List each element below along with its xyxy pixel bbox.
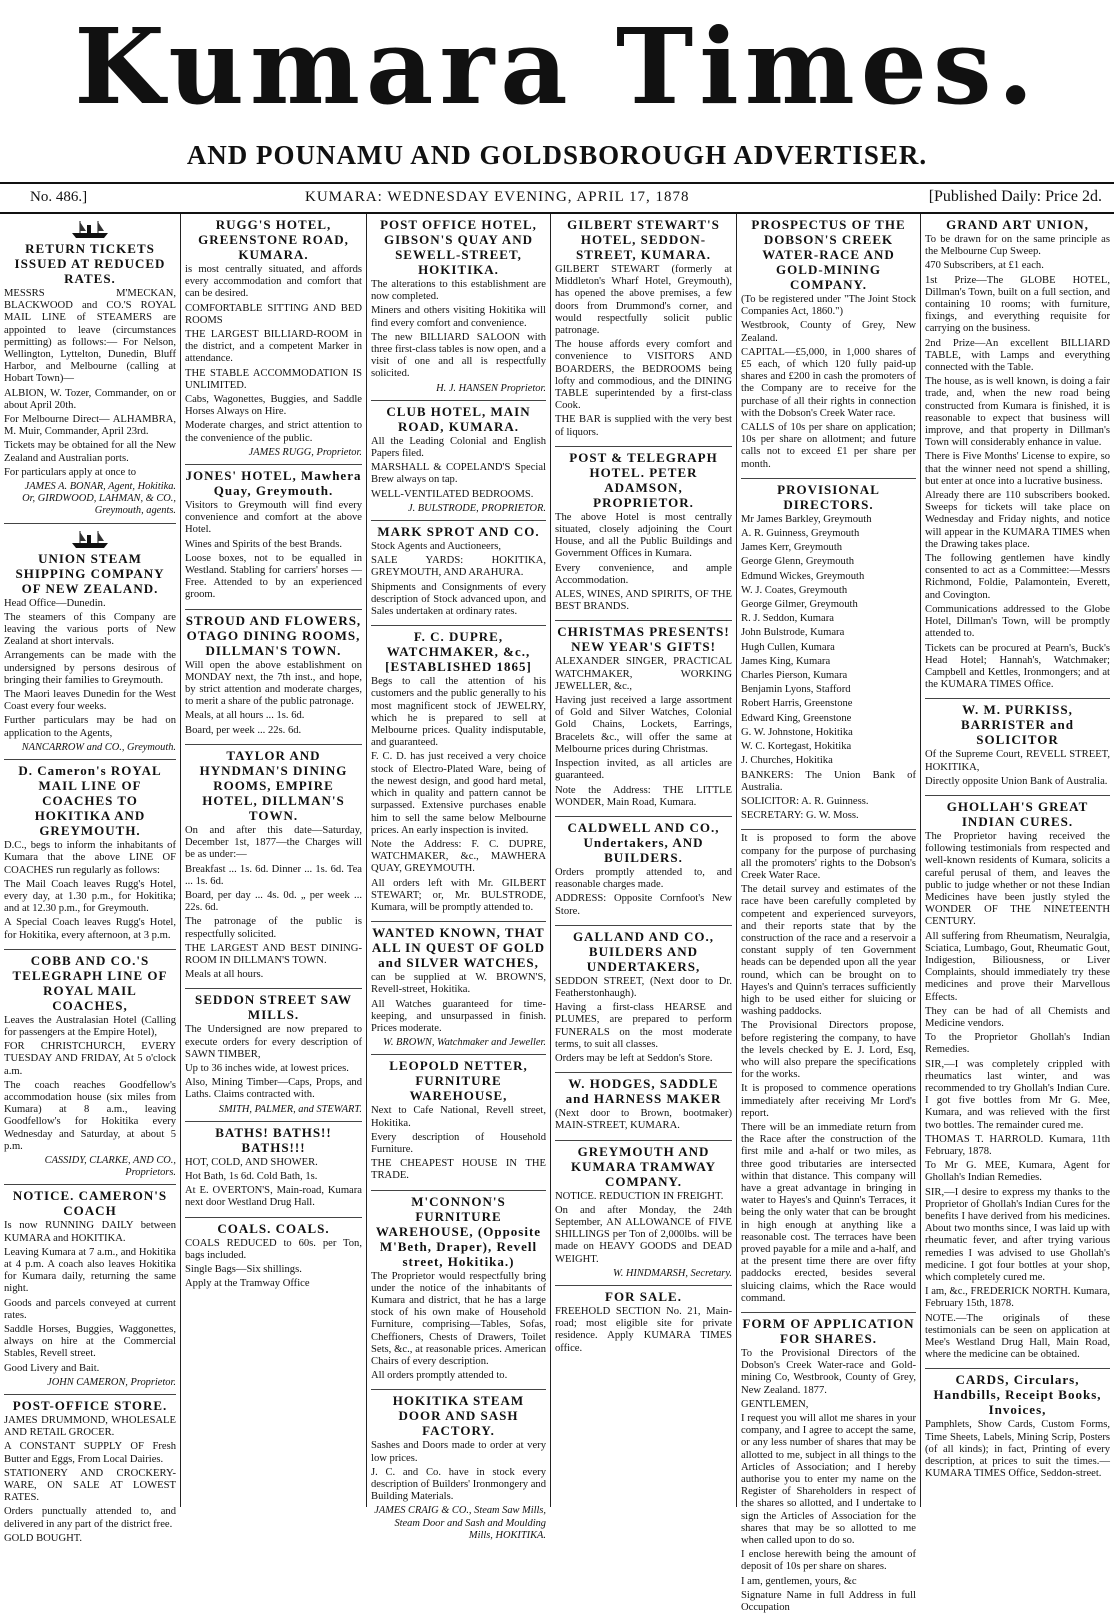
advertisement-paragraph: To the Provisional Directors of the Dobson's Creek Water-race and Gold-mining Co, Westbrook, County of Grey, New Zealand. 1877. xyxy=(741,1348,916,1396)
advertisement-paragraph: Of the Supreme Court, REVELL STREET, HOKITIKA, xyxy=(925,749,1110,773)
masthead xyxy=(0,0,1114,175)
advertisement-body xyxy=(4,1220,176,1374)
advertisement-paragraph: 1st Prize—The GLOBE HOTEL, Dillman's Town, built on a full section, and containing 10 rooms; with furniture, fixings, and everything requisite for carrying on the business. xyxy=(925,274,1110,335)
advertisement-paragraph: Directly opposite Union Bank of Australia. xyxy=(925,775,1108,787)
advertisement-heading: PROVISIONAL DIRECTORS. xyxy=(777,481,880,512)
advertisement-paragraph: Loose boxes, not to be equalled in Westland. Stabling for carriers' horses —Free. Attended to by an experienced groom. xyxy=(185,552,362,601)
advertisement-signature: JAMES RUGG, Proprietor. xyxy=(248,446,362,458)
advertisement-body xyxy=(371,1105,546,1182)
advertisement-body xyxy=(4,598,176,740)
advertisement-paragraph: I am, gentlemen, yours, &c xyxy=(741,1575,857,1587)
advertisement-body xyxy=(555,1191,732,1266)
advertisement xyxy=(925,1369,1110,1487)
advertisement-signature: JAMES CRAIG & CO., Steam Saw Mills, Steam Door and Sash and Moulding Mills, HOKITIKA. xyxy=(374,1505,546,1541)
advertisement xyxy=(185,610,362,745)
advertisement-paragraph: The patronage of the public is respectfully solicited. xyxy=(185,916,362,940)
advertisement-paragraph: ALBION, W. Tozer, Commander, on or about April 20th. xyxy=(4,387,176,411)
advertisement-heading: GRAND ART UNION, xyxy=(946,217,1089,232)
advertisement-paragraph: SECRETARY: G. W. Moss. xyxy=(741,810,859,822)
advertisement-signature: NANCARROW and CO., Greymouth. xyxy=(21,741,176,753)
advertisement-paragraph: Also, Mining Timber—Caps, Props, and Laths. Claims contracted with. xyxy=(185,1077,362,1101)
advertisement-paragraph: COMFORTABLE SITTING AND BED ROOMS xyxy=(185,302,362,326)
newspaper-subtitle: AND POUNAMU AND GOLDSBOROUGH ADVERTISER. xyxy=(186,140,928,170)
advertisement xyxy=(555,621,732,816)
advertisement-paragraph: SOLICITOR: A. R. Guinness. xyxy=(741,795,869,807)
advertisement xyxy=(371,922,546,1055)
advertisement-heading: M'CONNON'S FURNITURE WAREHOUSE, (Opposite M'Beth, Draper), Revell street, Hokitika.) xyxy=(375,1193,542,1269)
advertisement-heading: POST-OFFICE STORE. xyxy=(12,1398,168,1413)
advertisement-paragraph: Single Bags—Six shillings. xyxy=(185,1263,302,1275)
advertisement-paragraph: Leaving Kumara at 7 a.m., and Hokitika at 4 p.m. A coach also leaves Hokitika for Kumara daily, returning the same night. xyxy=(4,1246,176,1295)
advertisement-paragraph: George Gilmer, Greymouth xyxy=(741,599,858,611)
advertisement-paragraph: W. J. Coates, Greymouth xyxy=(741,584,848,596)
advertisement-paragraph: Wines and Spirits of the best Brands. xyxy=(185,538,342,550)
advertisement-paragraph: Westbrook, County of Grey, New Zealand. xyxy=(741,320,916,344)
advertisement-signature: Or, GIRDWOOD, LAHMAN, & CO., Greymouth, agents. xyxy=(22,493,176,517)
advertisement-paragraph: Tickets can be procured at Pearn's, Buck's Head Hotel; Hannah's, Watchmaker; Campbell and Kettles, Ironmongers; and at the KUMARA TIMES Office. xyxy=(925,642,1110,691)
advertisement-paragraph: All the Leading Colonial and English Papers filed. xyxy=(371,435,546,460)
advertisement-paragraph: Miners and others visiting Hokitika will find every comfort and convenience. xyxy=(371,305,546,329)
column-3 xyxy=(366,214,550,1541)
advertisement-heading: COALS. COALS. xyxy=(217,1220,330,1236)
advertisement-paragraph: THE LARGEST BILLIARD-ROOM in the district, and a competent Marker in attendance. xyxy=(185,329,362,365)
advertisement-heading: GALLAND AND CO., BUILDERS AND UNDERTAKERS, xyxy=(573,928,714,974)
advertisement-paragraph: (Next door to Brown, bootmaker) MAIN-STREET, KUMARA. xyxy=(555,1108,732,1132)
advertisement-paragraph: A Special Coach leaves Rugg's Hotel, for Hokitika, every afternoon, at 3 p.m. xyxy=(4,917,176,941)
advertisement-paragraph: For particulars apply at once to xyxy=(4,466,137,478)
advertisement-heading: LEOPOLD NETTER, FURNITURE WAREHOUSE, xyxy=(389,1058,528,1104)
advertisement-paragraph: The Mail Coach leaves Rugg's Hotel, every day, at 1.30 p.m., for Hokitika; and at 12.30 p.m., for Greymouth. xyxy=(4,878,176,915)
advertisement-paragraph: At E. OVERTON'S, Main-road, Kumara next door Westland Drug Hall. xyxy=(185,1185,362,1209)
advertisement xyxy=(371,401,546,521)
advertisement xyxy=(185,1218,362,1298)
advertisement xyxy=(371,214,546,401)
advertisement-signature: CASSIDY, CLARKE, AND CO., Proprietors. xyxy=(44,1154,176,1179)
advertisement-paragraph: John Bulstrode, Kumara xyxy=(741,627,845,639)
advertisement-body xyxy=(371,1271,546,1383)
advertisement-paragraph: FREEHOLD SECTION No. 21, Main-road; most eligible site for private residence. Apply KUMARA TIMES office. xyxy=(555,1305,732,1354)
advertisement xyxy=(4,1185,176,1395)
advertisement-paragraph: Orders may be left at Seddon's Store. xyxy=(555,1052,713,1064)
advertisement-signature: JOHN CAMERON, Proprietor. xyxy=(47,1376,176,1388)
advertisement xyxy=(371,626,546,922)
advertisement-paragraph: Further particulars may be had on application to the Agents, xyxy=(4,715,176,739)
advertisement-paragraph: Already there are 110 subscribers booked. Sweeps for tickets will take place on Wednesday and Friday nights, and notice will appear in the KUMARA TIMES when the Drawing takes place. xyxy=(925,490,1110,550)
advertisement-paragraph: The Proprietor would respectfully bring under the notice of the inhabitants of Kumara and district, that he has a large stock of his own make of Household Furniture, comprising—Tables, Sofas, Cheffioners, Chests of Drawers, Toilet Sets, &c., at reasonable prices. American Chairs of every description. xyxy=(371,1270,546,1367)
advertisement-paragraph: can be supplied at W. BROWN'S, Revell-street, Hokitika. xyxy=(371,972,546,996)
advertisement-signature: J. BULSTRODE, PROPRIETOR. xyxy=(407,502,546,514)
advertisement xyxy=(555,214,732,447)
advertisement-body xyxy=(555,1306,732,1355)
advertisement-paragraph: All orders promptly attended to. xyxy=(371,1370,508,1382)
advertisement-paragraph: Note the Address: F. C. DUPRE, WATCHMAKER, &c., MAWHERA QUAY, GREYMOUTH. xyxy=(371,838,546,875)
advertisement-paragraph: 470 Subscribers, at £1 each. xyxy=(925,260,1044,272)
advertisement-body xyxy=(371,972,546,1035)
advertisement-paragraph: The Maori leaves Dunedin for the West Coast every four weeks. xyxy=(4,689,176,713)
advertisement-paragraph: Communications addressed to the Globe Hotel, Dillman's Town, will be promptly attended to. xyxy=(925,603,1110,640)
advertisement-paragraph: G. W. Johnstone, Hokitika xyxy=(741,726,853,738)
advertisement-paragraph: SALE YARDS: HOKITIKA, GREYMOUTH, AND ARAHURA. xyxy=(371,555,546,579)
advertisement-paragraph: Breakfast ... 1s. 6d. Dinner ... 1s. 6d. Tea ... 1s. 6d. xyxy=(185,863,362,887)
advertisement-paragraph: Orders promptly attended to, and reasonable charges made. xyxy=(555,866,732,891)
advertisement-paragraph: For Melbourne Direct— ALHAMBRA, M. Muir, Commander, April 23rd. xyxy=(4,414,176,438)
advertisement-heading: D. Cameron's ROYAL MAIL LINE OF COACHES TO HOKITIKA AND GREYMOUTH. xyxy=(18,763,162,839)
advertisement-heading: POST OFFICE HOTEL, GIBSON'S QUAY AND SEWELL-STREET, HOKITIKA. xyxy=(380,217,537,277)
column-2 xyxy=(180,214,366,1507)
advertisement-paragraph: HOT, COLD, AND SHOWER. xyxy=(185,1156,318,1168)
advertisement-paragraph: Stock Agents and Auctioneers, xyxy=(371,541,502,553)
advertisement-heading: JONES' HOTEL, Mawhera Quay, Greymouth. xyxy=(185,468,362,499)
advertisement-body xyxy=(925,1419,1110,1480)
advertisement-heading: GHOLLAH'S GREAT INDIAN CURES. xyxy=(946,798,1089,829)
advertisement xyxy=(371,1191,546,1391)
advertisement-body xyxy=(185,660,362,737)
advertisement-body xyxy=(371,436,546,501)
dateline xyxy=(0,182,1114,214)
advertisement-paragraph: The Provisional Directors propose, before registering the company, to have the levels checked by E. J. Lord, Esq, who will also prepare the specifications for the works. xyxy=(741,1020,916,1081)
advertisement-paragraph: Edward King, Greenstone xyxy=(741,712,852,724)
advertisement-body xyxy=(741,833,916,1305)
advertisement-paragraph: The house, as is well known, is doing a fair trade, and, when the new road being constructed from Kumara is finished, it is reasonable to expect that business will improve, and that property in Dillman's Town will considerably enhance in value. xyxy=(925,376,1110,449)
advertisement-body xyxy=(185,1238,362,1291)
advertisement-paragraph: There will be an immediate return from the Race after the construction of the first mile and a-half or two miles, as three good tributaries are intersected within that distance. This company will have a great advantage in bringing in water to Hayes's and Quinn's Terraces, it being the only water that can be brought in high enough at anything like a reasonable cost. The terraces have been proved payable for a mile and a-half, and at the present time there are over fifty paddocks erected, besides several sluicing claims, which the Race would command. xyxy=(741,1121,916,1304)
advertisement-paragraph: Meals at all hours. xyxy=(185,969,264,981)
advertisement xyxy=(371,1055,546,1190)
advertisement-paragraph: Leaves the Australasian Hotel (Calling for passengers at the Empire Hotel), xyxy=(4,1014,176,1038)
advertisement-body xyxy=(4,1415,176,1545)
advertisement-paragraph: GENTLEMEN, xyxy=(741,1398,809,1410)
advertisement-paragraph: To Mr G. MEE, Kumara, Agent for Ghollah's Indian Remedies. xyxy=(925,1160,1110,1184)
advertisement-paragraph: I request you will allot me shares in your company, and I agree to accept the same, or any less number of shares that may be allotted to me, subject in all things to the Articles of Association; and I hereby authorise you to enter my name on the Register of Shareholders in respect of the shares so allotted, and I undertake to sign the Articles of Association for the shares that may be so allotted to me when called upon to do so. xyxy=(741,1413,916,1547)
advertisement-paragraph: It is proposed to form the above company for the purpose of purchasing all the promoters' rights to the Dobson's Creek Water Race. xyxy=(741,833,916,881)
advertisement xyxy=(4,760,176,950)
column-4 xyxy=(550,214,736,1507)
advertisement-heading: F. C. DUPRE, WATCHMAKER, &c., [ESTABLISHED 1865] xyxy=(385,629,532,675)
advertisement-paragraph: Every convenience, and ample Accommodation. xyxy=(555,562,732,586)
advertisement-paragraph: I am, &c., FREDERICK NORTH. Kumara, February 15th, 1878. xyxy=(925,1286,1110,1310)
advertisement-paragraph: ALEXANDER SINGER, PRACTICAL WATCHMAKER, WORKING JEWELLER, &c., xyxy=(555,656,732,692)
advertisement-heading: FORM OF APPLICATION FOR SHARES. xyxy=(742,1316,915,1347)
column-6 xyxy=(920,214,1114,1507)
advertisement-paragraph: On and after this date—Saturday, December 1st, 1877—the Charges will be as under:— xyxy=(185,824,362,861)
advertisement-body xyxy=(4,1015,176,1153)
advertisement-body xyxy=(925,749,1110,788)
issue-number: No. 486.] xyxy=(30,189,88,205)
advertisement-paragraph: STATIONERY AND CROCKERY-WARE, ON SALE AT LOWEST RATES. xyxy=(4,1467,176,1504)
column-1 xyxy=(0,214,180,1544)
advertisement-paragraph: The following gentlemen have kindly consented to act as a Committee:—Messrs Richmond, Foldie, Palamontein, Everett, and Covington. xyxy=(925,553,1110,601)
advertisement xyxy=(185,745,362,989)
advertisement xyxy=(371,521,546,626)
advertisement-paragraph: There is Five Months' License to expire, so that the winner need not spend a shilling, but enter at once into a lucrative business. xyxy=(925,451,1110,487)
advertisement-paragraph: Orders punctually attended to, and delivered in any part of the district free. xyxy=(4,1506,176,1530)
advertisement-paragraph: Every description of Household Furniture. xyxy=(371,1131,546,1155)
advertisement-body xyxy=(4,840,176,942)
advertisement-heading: TAYLOR AND HYNDMAN'S DINING ROOMS, EMPIRE HOTEL, DILLMAN'S TOWN. xyxy=(199,747,348,823)
advertisement-paragraph: All orders left with Mr. GILBERT STEWART; or, Mr. BULSTRODE, Kumara, will be promptly attended to. xyxy=(371,877,546,913)
advertisement-paragraph: Having just received a large assortment of Gold and Silver Watches, Colonial Gold Chains, Lockets, Earrings, Bracelets &c., will offer the same at Melbourne prices during Christmas. xyxy=(555,695,732,755)
advertisement-body xyxy=(371,541,546,618)
advertisement-paragraph: Signature Name in full Address in full Occupation xyxy=(741,1589,916,1614)
advertisement xyxy=(741,214,916,479)
advertisement-paragraph: Inspection invited, as all articles are guaranteed. xyxy=(555,758,732,782)
advertisement-paragraph: Benjamin Lyons, Stafford xyxy=(741,684,851,696)
advertisement-body xyxy=(555,264,732,439)
advertisement-paragraph: Saddle Horses, Buggies, Waggonettes, always on hire at the Commercial Stables, Revell street. xyxy=(4,1323,176,1360)
advertisement-heading: SEDDON STREET SAW MILLS. xyxy=(195,992,352,1023)
advertisement-paragraph: Robert Harris, Greenstone xyxy=(741,698,853,710)
advertisement-body xyxy=(371,676,546,914)
advertisement-signature: H. J. HANSEN Proprietor. xyxy=(436,382,546,394)
advertisement-heading: CALDWELL AND CO., Undertakers, AND BUILDERS. xyxy=(567,819,720,865)
advertisement-heading: RUGG'S HOTEL, GREENSTONE ROAD, KUMARA. xyxy=(198,217,349,262)
advertisement-paragraph: GILBERT STEWART (formerly at Middleton's Wharf Hotel, Greymouth), has opened the above premises, a few doors from Drummond's corner, and would respectfully solicit public patronage. xyxy=(555,264,732,337)
advertisement-paragraph: J. Churches, Hokitika xyxy=(741,755,833,767)
advertisement-heading: HOKITIKA STEAM DOOR AND SASH FACTORY. xyxy=(392,1393,525,1439)
advertisement-paragraph: GOLD BOUGHT. xyxy=(4,1532,83,1544)
advertisement-paragraph: J. C. and Co. have in stock every description of Builders' Ironmongery and Building Materials. xyxy=(371,1466,546,1503)
advertisement-paragraph: All Watches guaranteed for time-keeping, and unsurpassed in finish. Prices moderate. xyxy=(371,998,546,1034)
advertisement-paragraph: Will open the above establishment on MONDAY next, the 7th inst., and hope, by strict attention and moderate charges, to merit a share of the public patronage. xyxy=(185,659,362,708)
advertisement-paragraph: To be drawn for on the same principle as the Melbourne Cup Sweep. xyxy=(925,234,1110,258)
advertisement-heading: GILBERT STEWART'S HOTEL, SEDDON-STREET, KUMARA. xyxy=(567,217,720,262)
advertisement-paragraph: The alterations to this establishment are now completed. xyxy=(371,279,546,303)
advertisement-paragraph: James King, Kumara xyxy=(741,655,831,667)
advertisement-paragraph: THE STABLE ACCOMMODATION IS UNLIMITED. xyxy=(185,367,362,391)
advertisement xyxy=(185,214,362,465)
advertisement xyxy=(555,926,732,1073)
advertisement-paragraph: Hugh Cullen, Kumara xyxy=(741,641,835,653)
advertisement xyxy=(185,989,362,1121)
advertisement xyxy=(925,214,1110,699)
advertisement-body xyxy=(555,976,732,1065)
advertisement-heading: STROUD AND FLOWERS, OTAGO DINING ROOMS, DILLMAN'S TOWN. xyxy=(185,612,362,658)
advertisement-paragraph: The Proprietor having received the following testimonials from respected and well-known residents of Kumara, solicits a careful perusal of them, and leaves the public to judge whether or not these Indian Medicines have been justly styled the WONDER OF THE NINETEENTH CENTURY. xyxy=(925,830,1110,928)
advertisement-paragraph: FOR CHRISTCHURCH, EVERY TUESDAY AND FRIDAY, At 5 o'clock a.m. xyxy=(4,1041,176,1077)
advertisement xyxy=(925,699,1110,796)
advertisement-heading: BATHS! BATHS!! BATHS!!! xyxy=(215,1124,332,1155)
newspaper-title: Kumara Times. xyxy=(74,5,1040,128)
advertisement-paragraph: All suffering from Rheumatism, Neuralgia, Sciatica, Lumbago, Gout, Rheumatic Gout, Indigestion, Biliousness, or Liver Complaints, should immediately try these medicines and prove their Marvellous Effects. xyxy=(925,930,1110,1003)
advertisement-paragraph: Begs to call the attention of his customers and the public generally to his most magnificent stock of JEWELRY, which he is prepared to sell at Melbourne prices. Quality indisputable, and guaranteed. xyxy=(371,676,546,749)
advertisement-paragraph: THE BAR is supplied with the very best of liquors. xyxy=(555,414,732,438)
advertisement-paragraph: On and after Monday, the 24th September, AN ALLOWANCE of FIVE SHILLINGS per Ton of 2,000lbs. will be made on HEAVY GOODS and DEAD WEIGHT. xyxy=(555,1204,732,1265)
advertisement-paragraph: MESSRS M'MECKAN, BLACKWOOD and CO.'S ROYAL MAIL LINE of STEAMERS are appointed to leave (circumstances permitting) as follows:— For Nelson, Wellington, Lyttelton, Dunedin, Bluff Harbor, and Melbourne (calling at Hobart Town)— xyxy=(4,288,176,385)
advertisement-paragraph: COALS REDUCED to 60s. per Ton, bags included. xyxy=(185,1237,362,1261)
advertisement-paragraph: Is now RUNNING DAILY between KUMARA and HOKITIKA. xyxy=(4,1220,176,1244)
advertisement-paragraph: A CONSTANT SUPPLY OF Fresh Butter and Eggs, From Local Dairies. xyxy=(4,1441,176,1465)
advertisement-body xyxy=(185,264,362,445)
advertisement-paragraph: WELL-VENTILATED BEDROOMS. xyxy=(371,488,534,500)
advertisement xyxy=(555,1286,732,1362)
advertisement xyxy=(4,214,176,524)
steamship-icon xyxy=(70,219,110,239)
advertisement xyxy=(185,465,362,610)
advertisement-paragraph: Charles Pierson, Kumara xyxy=(741,670,848,682)
advertisement-heading: COBB AND CO.'S TELEGRAPH LINE OF ROYAL MAIL COACHES, xyxy=(12,952,168,1013)
advertisement-body xyxy=(925,234,1110,691)
advertisement-paragraph: BANKERS: The Union Bank of Australia. xyxy=(741,769,916,793)
advertisement-paragraph: THE CHEAPEST HOUSE IN THE TRADE. xyxy=(371,1158,546,1182)
advertisement-paragraph: MARSHALL & COPELAND'S Special Brew always on tap. xyxy=(371,462,546,486)
advertisement-paragraph: ALES, WINES, AND SPIRITS, OF THE BEST BRANDS. xyxy=(555,589,732,613)
advertisement-paragraph: Having a first-class HEARSE and PLUMES, are prepared to perform FUNERALS on the most moderate terms, to suit all classes. xyxy=(555,1002,732,1050)
advertisement-paragraph: THOMAS T. HARROLD. Kumara, 11th February, 1878. xyxy=(925,1133,1110,1157)
advertisement-paragraph: Tickets may be obtained for all the New Zealand and Australian ports. xyxy=(4,440,176,464)
advertisement-signature: SMITH, PALMER, and STEWART. xyxy=(218,1103,362,1115)
advertisement-paragraph: Edmund Wickes, Greymouth xyxy=(741,570,865,582)
advertisement-paragraph: The detail survey and estimates of the race have been carefully completed by competent and experienced surveyors, and their reports state that by the construction of the race and a reservoir a constant supply of ten Government heads can be depended upon all the year round, which can be brought on to Hayes's and Quinn's terraces sufficiently high to be used either for sluicing or washing paddocks. xyxy=(741,884,916,1018)
advertisement xyxy=(4,1395,176,1552)
advertisement-paragraph: Board, per week ... 22s. 6d. xyxy=(185,724,302,736)
advertisement xyxy=(4,950,176,1186)
advertisement-paragraph: The above Hotel is most centrally situated, closely adjoining the Court House, and all the Public Buildings and Government Offices in Kumara. xyxy=(555,511,732,560)
advertisement-paragraph: Next to Cafe National, Revell street, Hokitika. xyxy=(371,1105,546,1129)
advertisement-heading: POST & TELEGRAPH HOTEL. PETER ADAMSON, PROPRIETOR. xyxy=(569,449,718,510)
advertisement-heading: CLUB HOTEL, MAIN ROAD, KUMARA. xyxy=(386,403,531,434)
advertisement-paragraph: Note the Address: THE LITTLE WONDER, Main Road, Kumara. xyxy=(555,784,732,808)
advertisement-paragraph: SEDDON STREET, (Next door to Dr. Featherstonhaugh). xyxy=(555,975,732,999)
advertisement-paragraph: The steamers of this Company are leaving the various ports of New Zealand at short intervals. xyxy=(4,611,176,648)
steamship-icon xyxy=(70,529,110,549)
advertisement-paragraph: NOTICE. REDUCTION IN FREIGHT. xyxy=(555,1190,724,1202)
advertisement-paragraph: R. J. Seddon, Kumara xyxy=(741,613,834,625)
advertisement xyxy=(185,1122,362,1218)
advertisement xyxy=(4,524,176,760)
advertisement-paragraph: THE LARGEST AND BEST DINING-ROOM IN DILLMAN'S TOWN. xyxy=(185,942,362,966)
advertisement-paragraph: Board, per day ... 4s. 0d. „ per week ... 22s. 6d. xyxy=(185,889,362,914)
advertisement-body xyxy=(741,514,916,822)
advertisement-paragraph: CAPITAL—£5,000, in 1,000 shares of £5 each, of which 120 fully paid-up shares and £200 in cash the promoters of the Company are to receive for the purchase of all their rights in connection with the Dobson's Creek Water race. xyxy=(741,346,916,419)
advertisement-heading: W. HODGES, SADDLE and HARNESS MAKER xyxy=(565,1076,722,1107)
advertisement-body xyxy=(555,512,732,614)
advertisement-heading: CHRISTMAS PRESENTS! NEW YEAR'S GIFTS! xyxy=(557,624,730,655)
advertisement-paragraph: Arrangements can be made with the undersigned by persons desirous of bringing their families to Greymouth. xyxy=(4,650,176,686)
advertisement-paragraph: Cabs, Wagonettes, Buggies, and Saddle Horses Always on Hire. xyxy=(185,394,362,418)
advertisement-paragraph: Hot Bath, 1s 6d. Cold Bath, 1s. xyxy=(185,1170,318,1182)
advertisement-paragraph: Moderate charges, and strict attention to the convenience of the public. xyxy=(185,420,362,444)
advertisement-body xyxy=(741,294,916,471)
advertisement-heading: GREYMOUTH AND KUMARA TRAMWAY COMPANY. xyxy=(570,1143,717,1189)
advertisement-body xyxy=(4,288,176,479)
advertisement-paragraph: SIR,—I desire to express my thanks to the Proprietor of Ghollah's Indian Cures for the benefits I have derived from his medicines. About two months since, I was laid up with rheumatic fever, and after trying various remedies I was advised to use Ghollah's medicine. I got four bottles at your shop, which completely cured me. xyxy=(925,1186,1110,1284)
advertisement-paragraph: The new BILLIARD SALOON with three first-class tables is now open, and a visit of one and all is respectfully solicited. xyxy=(371,331,546,380)
advertisement-body xyxy=(925,831,1110,1362)
advertisement-heading: WANTED KNOWN, THAT ALL IN QUEST OF GOLD and SILVER WATCHES, xyxy=(371,925,546,971)
advertisement-heading: NOTICE. CAMERON'S COACH xyxy=(12,1188,168,1219)
advertisement-paragraph: Pamphlets, Show Cards, Custom Forms, Time Sheets, Labels, Mining Scrip, Posters (of all kinds); in fact, Printing of every description, at prices to suit the times.—KUMARA TIMES Office, Seddon-street. xyxy=(925,1419,1110,1480)
advertisement-paragraph: CALLS of 10s per share on application; 10s per share on allotment; and future calls not to exceed £1 per share per month. xyxy=(741,422,916,470)
advertisement-paragraph: Visitors to Greymouth will find every convenience and comfort at the above Hotel. xyxy=(185,500,362,536)
advertisement-body xyxy=(185,1157,362,1210)
advertisement-heading: FOR SALE. xyxy=(605,1288,682,1304)
advertisement-paragraph: I enclose herewith being the amount of deposit of 10s per share on shares. xyxy=(741,1549,916,1573)
advertisement-paragraph: NOTE.—The originals of these testimonials can be seen on application at Mee's Westland Drug Hall, Main Road, where the medicine can be obtained. xyxy=(925,1312,1110,1361)
advertisement-paragraph: F. C. D. has just received a very choice stock of Electro-Plated Ware, being of the newest design, and good hard metal, which in quality and pattern cannot be surpassed. Extensive purchases enable him to sell the same below Melbourne prices. An early inspection is invited. xyxy=(371,751,546,836)
advertisement-paragraph: Sashes and Doors made to order at very low prices. xyxy=(371,1440,546,1464)
advertisement-paragraph: Head Office—Dunedin. xyxy=(4,597,106,609)
advertisement-paragraph: JAMES DRUMMOND, WHOLESALE AND RETAIL GROCER. xyxy=(4,1415,176,1439)
advertisement-body xyxy=(185,825,362,981)
advertisement-paragraph: Mr James Barkley, Greymouth xyxy=(741,513,872,525)
advertisement-paragraph: Goods and parcels conveyed at current rates. xyxy=(4,1297,176,1321)
advertisement xyxy=(371,1390,546,1547)
advertisement-paragraph: W. C. Kortegast, Hokitika xyxy=(741,741,852,753)
advertisement-paragraph: D.C., begs to inform the inhabitants of Kumara that the above LINE OF COACHES run regularly as follows: xyxy=(4,840,176,876)
advertisement xyxy=(555,1073,732,1140)
advertisement-columns xyxy=(0,214,1114,1614)
advertisement-paragraph: To the Proprietor Ghollah's Indian Remedies. xyxy=(925,1032,1110,1056)
advertisement-body xyxy=(185,500,362,602)
advertisement xyxy=(741,1313,916,1621)
advertisement-heading: MARK SPROT AND CO. xyxy=(377,524,540,540)
advertisement-body xyxy=(185,1024,362,1101)
advertisement xyxy=(741,479,916,830)
advertisement-paragraph: They can be had of all Chemists and Medicine vendors. xyxy=(925,1005,1110,1029)
advertisement-paragraph: Up to 36 inches wide, at lowest prices. xyxy=(185,1062,349,1074)
advertisement-heading: PROSPECTUS OF THE DOBSON'S CREEK WATER-RACE AND GOLD-MINING COMPANY. xyxy=(751,217,906,292)
advertisement-body xyxy=(555,1108,732,1132)
advertisement-body xyxy=(371,279,546,381)
advertisement xyxy=(555,447,732,622)
advertisement xyxy=(741,830,916,1313)
advertisement-paragraph: (To be registered under "The Joint Stock Companies Act, 1860.") xyxy=(741,294,916,318)
advertisement-paragraph: The Undersigned are now prepared to execute orders for every description of SAWN TIMBER, xyxy=(185,1024,362,1060)
advertisement-paragraph: Good Livery and Bait. xyxy=(4,1362,100,1374)
advertisement-paragraph: It is proposed to commence operations immediately after receiving Mr Lord's report. xyxy=(741,1083,916,1119)
advertisement-body xyxy=(555,656,732,808)
advertisement-paragraph: Meals, at all hours ... 1s. 6d. xyxy=(185,710,305,722)
advertisement-heading: CARDS, Circulars, Handbills, Receipt Books, Invoices, xyxy=(933,1372,1102,1418)
advertisement-paragraph: A. R. Guinness, Greymouth xyxy=(741,528,860,540)
column-5 xyxy=(736,214,920,1614)
advertisement-paragraph: Shipments and Consignments of every description of Stock advanced upon, and Sales undertaken at ordinary rates. xyxy=(371,581,546,618)
advertisement-paragraph: is most centrally situated, and affords every accommodation and comfort that can be desired. xyxy=(185,264,362,300)
advertisement-paragraph: The house affords every comfort and convenience to VISITORS AND BOARDERS, the BEDROOMS being lofty and commodious, and the DINING TABLE superintended by a first-class Cook. xyxy=(555,339,732,412)
advertisement-paragraph: ADDRESS: Opposite Cornfoot's New Store. xyxy=(555,893,732,917)
advertisement-heading: RETURN TICKETS ISSUED AT REDUCED RATES. xyxy=(14,241,166,286)
advertisement-body xyxy=(371,1440,546,1503)
advertisement xyxy=(925,796,1110,1370)
advertisement-heading: W. M. PURKISS, BARRISTER and SOLICITOR xyxy=(960,702,1075,748)
issue-date: KUMARA: WEDNESDAY EVENING, APRIL 17, 1878 xyxy=(305,189,690,205)
advertisement-heading: UNION STEAM SHIPPING COMPANY OF NEW ZEALAND. xyxy=(15,550,165,596)
advertisement-paragraph: SIR,—I was completely crippled with rheumatics last winter, and was recommended to try Ghollah's Indian Cure. I got five bottles from Mr G. Mee, Kumara, and was relieved with the first two bottles. The remainder cured me. xyxy=(925,1058,1110,1131)
advertisement-paragraph: James Kerr, Greymouth xyxy=(741,542,843,554)
advertisement-paragraph: Apply at the Tramway Office xyxy=(185,1278,310,1290)
advertisement-paragraph: 2nd Prize—An excellent BILLIARD TABLE, with Lamps and everything connected with the Table. xyxy=(925,337,1110,374)
advertisement xyxy=(555,1141,732,1286)
advertisement-signature: W. BROWN, Watchmaker and Jeweller. xyxy=(383,1037,546,1049)
advertisement-signature: W. HINDMARSH, Secretary. xyxy=(613,1267,732,1279)
advertisement-body xyxy=(741,1348,916,1614)
advertisement xyxy=(555,817,732,926)
price-note: [Published Daily: Price 2d. xyxy=(928,188,1102,205)
advertisement-body xyxy=(555,867,732,918)
advertisement-paragraph: The coach reaches Goodfellow's accommodation house (six miles from Kumara) at 8 a.m., leaving Goodfellow's for Hokitika every Wednesday and Saturday, at about 5 p.m. xyxy=(4,1079,176,1152)
advertisement-paragraph: George Glenn, Greymouth xyxy=(741,556,855,568)
advertisement-signature: JAMES A. BONAR, Agent, Hokitika. xyxy=(24,481,176,493)
